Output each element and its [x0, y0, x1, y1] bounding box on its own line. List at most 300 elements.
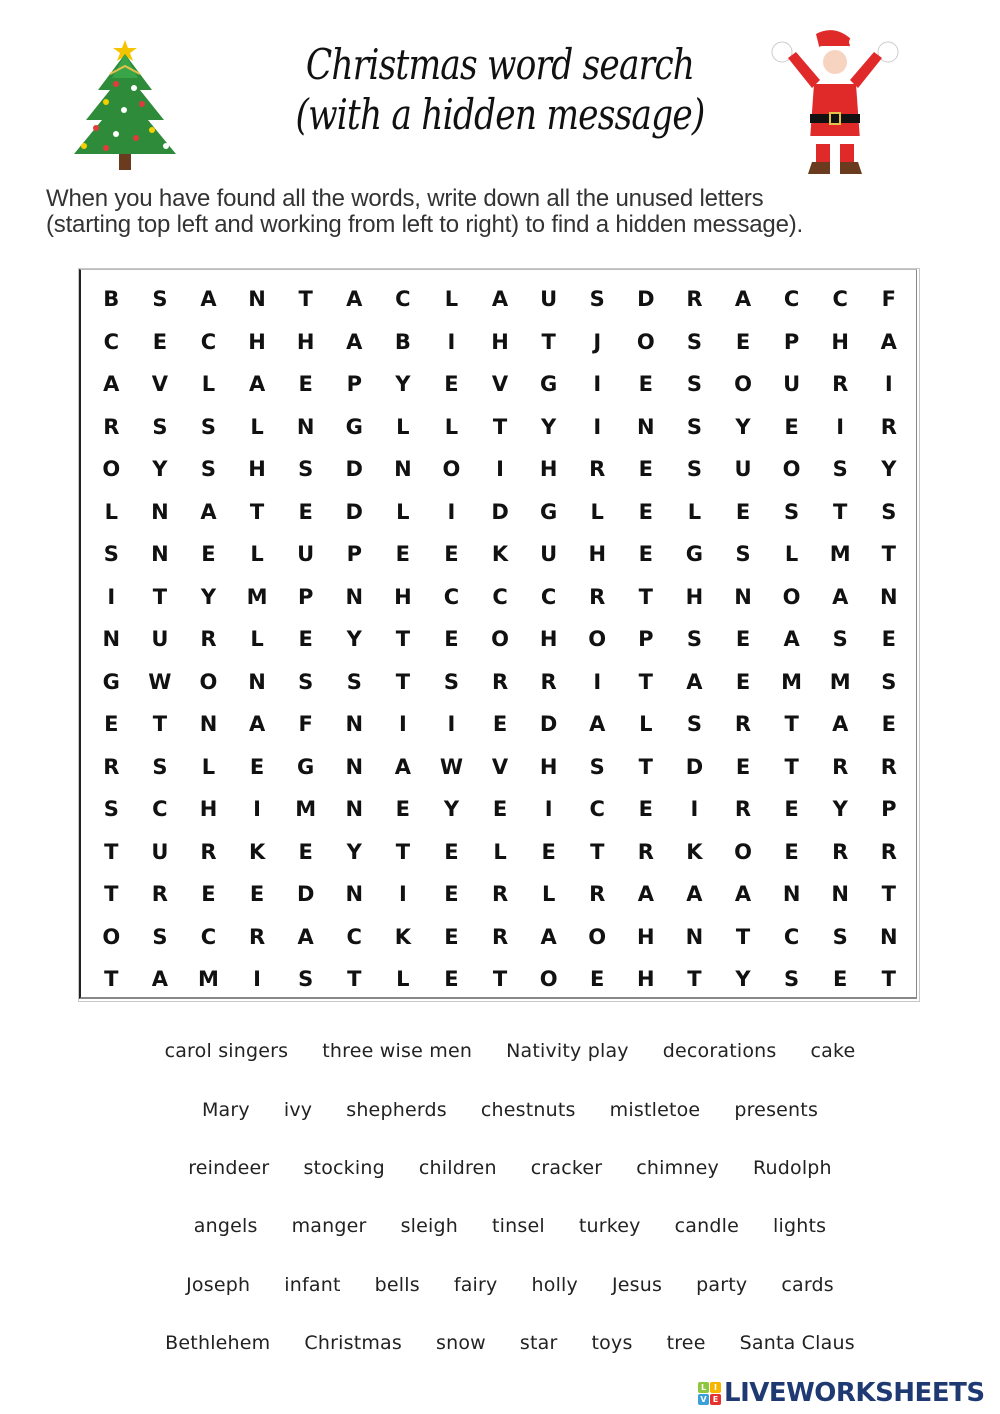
grid-cell[interactable]: C	[783, 924, 800, 949]
grid-cell[interactable]: I	[447, 329, 456, 354]
grid-cell[interactable]: A	[346, 329, 363, 354]
grid-cell[interactable]: I	[398, 882, 407, 907]
grid-cell[interactable]: S	[589, 287, 605, 312]
grid-cell[interactable]: I	[690, 797, 699, 822]
grid-cell[interactable]: E	[881, 627, 896, 652]
grid-cell[interactable]: E	[298, 627, 313, 652]
grid-cell[interactable]: R	[491, 924, 509, 949]
grid-cell[interactable]: S	[103, 542, 119, 567]
grid-cell[interactable]: T	[881, 967, 896, 992]
grid-cell[interactable]: E	[638, 499, 653, 524]
grid-cell[interactable]: T	[492, 967, 508, 992]
grid-cell[interactable]: Y	[443, 797, 460, 822]
grid-cell[interactable]: N	[685, 924, 704, 949]
grid-cell[interactable]: E	[395, 797, 411, 822]
grid-cell[interactable]: T	[298, 287, 313, 312]
grid-cell[interactable]: G	[297, 754, 315, 779]
grid-cell[interactable]: A	[394, 754, 411, 779]
grid-cell[interactable]: E	[201, 882, 216, 907]
grid-cell[interactable]: H	[539, 457, 558, 482]
grid-cell[interactable]: M	[829, 669, 851, 694]
grid-cell[interactable]: B	[394, 329, 411, 354]
grid-cell[interactable]: O	[636, 329, 655, 354]
grid-cell[interactable]: T	[492, 414, 508, 439]
grid-cell[interactable]: A	[540, 924, 557, 949]
grid-cell[interactable]: R	[491, 882, 509, 907]
word-item: Jesus	[611, 1273, 663, 1296]
grid-cell[interactable]: Y	[881, 457, 897, 482]
grid-cell[interactable]: E	[152, 329, 168, 354]
grid-cell[interactable]: J	[593, 329, 602, 354]
grid-cell[interactable]: L	[784, 542, 799, 567]
grid-cell[interactable]: S	[735, 542, 751, 567]
grid-cell[interactable]: N	[345, 754, 364, 779]
grid-cell[interactable]: S	[152, 414, 168, 439]
grid-cell[interactable]: E	[298, 499, 313, 524]
grid-cell[interactable]: H	[588, 542, 607, 567]
grid-cell[interactable]: P	[881, 797, 897, 822]
grid-cell[interactable]: I	[836, 414, 845, 439]
grid-cell[interactable]: I	[593, 372, 602, 397]
grid-cell[interactable]: H	[491, 329, 509, 354]
grid-cell[interactable]: U	[783, 372, 801, 397]
grid-cell[interactable]: E	[444, 924, 459, 949]
grid-cell[interactable]: E	[735, 499, 751, 524]
grid-cell[interactable]: E	[735, 329, 751, 354]
grid-cell[interactable]: E	[444, 372, 459, 397]
grid-cell[interactable]: O	[782, 584, 801, 609]
grid-cell[interactable]: P	[346, 542, 362, 567]
grid-cell[interactable]: D	[345, 457, 363, 482]
grid-cell[interactable]: N	[394, 457, 412, 482]
grid-cell[interactable]: U	[540, 287, 558, 312]
grid-cell[interactable]: L	[201, 372, 216, 397]
grid-cell[interactable]: R	[103, 414, 120, 439]
word-list	[130, 1022, 890, 1372]
grid-cell[interactable]: M	[829, 542, 851, 567]
grid-cell[interactable]: U	[151, 839, 169, 864]
grid-cell[interactable]: R	[200, 627, 217, 652]
grid-cell[interactable]: S	[152, 754, 168, 779]
grid-cell[interactable]: K	[686, 839, 703, 864]
liveworksheets-logo[interactable]	[698, 1378, 985, 1408]
grid-cell[interactable]: O	[539, 967, 558, 992]
grid-cell[interactable]: T	[347, 967, 362, 992]
grid-cell[interactable]: R	[540, 669, 557, 694]
grid-cell[interactable]: I	[107, 584, 116, 609]
grid-cell[interactable]: H	[539, 754, 558, 779]
grid-cell[interactable]: N	[102, 627, 121, 652]
grid-cell[interactable]: Y	[541, 414, 557, 439]
grid-cell[interactable]: S	[784, 499, 800, 524]
grid-cell[interactable]: L	[493, 839, 507, 864]
grid-cell[interactable]: S	[686, 329, 702, 354]
grid-cell[interactable]: T	[395, 669, 411, 694]
grid-cell[interactable]: N	[345, 712, 364, 737]
word-item: chimney	[636, 1156, 719, 1179]
grid-cell[interactable]: Y	[395, 372, 411, 397]
grid-cell[interactable]: C	[346, 924, 362, 949]
grid-cell[interactable]: L	[639, 712, 653, 737]
grid-cell[interactable]: R	[880, 414, 897, 439]
grid-cell[interactable]: K	[248, 839, 266, 864]
grid-cell[interactable]: T	[833, 499, 848, 524]
grid-cell[interactable]: R	[686, 287, 703, 312]
grid-cell[interactable]: E	[784, 839, 799, 864]
grid-cell[interactable]: P	[346, 372, 362, 397]
grid-cell[interactable]: E	[444, 967, 459, 992]
grid-cell[interactable]: S	[298, 967, 314, 992]
grid-cell[interactable]: H	[831, 329, 849, 354]
grid-cell[interactable]: O	[491, 627, 509, 652]
grid-cell[interactable]: S	[832, 627, 848, 652]
grid-cell[interactable]: E	[249, 882, 265, 907]
grid-cell[interactable]: T	[590, 839, 605, 864]
grid-cell[interactable]: E	[735, 669, 751, 694]
grid-cell[interactable]: E	[735, 754, 751, 779]
grid-cell[interactable]: U	[734, 457, 752, 482]
grid-cell[interactable]: E	[638, 457, 653, 482]
grid-cell[interactable]: A	[880, 329, 897, 354]
grid-cell[interactable]: S	[784, 967, 800, 992]
grid-cell[interactable]: R	[589, 457, 606, 482]
grid-cell[interactable]: C	[492, 584, 508, 609]
grid-cell[interactable]: A	[103, 372, 120, 397]
grid-cell[interactable]: C	[443, 584, 460, 609]
grid-cell[interactable]: A	[637, 882, 654, 907]
grid-cell[interactable]: M	[295, 797, 317, 822]
grid-cell[interactable]: L	[396, 499, 410, 524]
grid-cell[interactable]: T	[638, 754, 653, 779]
grid-cell[interactable]: A	[686, 669, 703, 694]
grid-cell[interactable]: N	[296, 414, 315, 439]
grid-cell[interactable]: L	[250, 627, 264, 652]
grid-cell[interactable]: T	[249, 499, 265, 524]
grid-cell[interactable]: O	[734, 839, 752, 864]
grid-cell[interactable]: P	[783, 329, 800, 354]
grid-cell[interactable]: L	[250, 414, 264, 439]
grid-cell[interactable]: A	[832, 584, 849, 609]
grid-cell[interactable]: E	[298, 372, 313, 397]
grid-cell[interactable]: L	[201, 754, 216, 779]
grid-cell[interactable]: R	[832, 372, 849, 397]
grid-cell[interactable]: S	[200, 414, 217, 439]
grid-cell[interactable]: E	[492, 797, 508, 822]
grid-cell[interactable]: D	[296, 882, 315, 907]
grid-cell[interactable]: T	[881, 542, 896, 567]
grid-cell[interactable]: C	[200, 924, 217, 949]
grid-cell[interactable]: N	[831, 882, 849, 907]
grid-cell[interactable]: N	[880, 924, 898, 949]
grid-cell[interactable]: F	[298, 712, 313, 737]
grid-cell[interactable]: S	[298, 669, 314, 694]
grid-cell[interactable]: E	[492, 712, 508, 737]
grid-cell[interactable]: T	[881, 882, 896, 907]
grid-cell[interactable]: N	[248, 287, 266, 312]
grid-cell[interactable]: E	[590, 967, 605, 992]
grid-cell[interactable]: E	[104, 712, 119, 737]
grid-cell[interactable]: I	[253, 967, 261, 992]
word-item: chestnuts	[480, 1098, 576, 1121]
grid-cell[interactable]: L	[396, 414, 410, 439]
grid-cell[interactable]: M	[198, 967, 219, 992]
grid-cell[interactable]: L	[396, 967, 410, 992]
grid-cell[interactable]: U	[297, 542, 315, 567]
grid-cell[interactable]: T	[395, 627, 411, 652]
grid-cell[interactable]: S	[298, 457, 314, 482]
grid-cell[interactable]: L	[250, 542, 264, 567]
grid-cell[interactable]: E	[444, 542, 459, 567]
grid-cell[interactable]: V	[491, 372, 509, 397]
grid-cell[interactable]: C	[832, 287, 848, 312]
grid-cell[interactable]: E	[444, 839, 459, 864]
grid-cell[interactable]: Y	[832, 797, 848, 822]
grid-cell[interactable]: L	[590, 499, 604, 524]
grid-cell[interactable]: N	[199, 712, 218, 737]
word-list-row	[130, 1197, 890, 1255]
grid-cell[interactable]: H	[248, 457, 266, 482]
grid-cell[interactable]: A	[200, 287, 217, 312]
grid-cell[interactable]: I	[593, 669, 602, 694]
grid-cell[interactable]: T	[104, 882, 119, 907]
grid-cell[interactable]: P	[297, 584, 314, 609]
grid-cell[interactable]: T	[638, 584, 653, 609]
grid-cell[interactable]: R	[491, 669, 509, 694]
grid-cell[interactable]: I	[544, 797, 553, 822]
grid-cell[interactable]: T	[104, 839, 119, 864]
grid-cell[interactable]: E	[249, 754, 265, 779]
grid-cell[interactable]: E	[638, 372, 653, 397]
word-search-grid[interactable]	[87, 278, 913, 1001]
grid-cell[interactable]: E	[541, 839, 556, 864]
grid-cell[interactable]: A	[491, 287, 509, 312]
grid-cell[interactable]: H	[394, 584, 412, 609]
grid-cell[interactable]: A	[248, 372, 266, 397]
grid-cell[interactable]: S	[832, 924, 848, 949]
grid-cell[interactable]: O	[588, 924, 607, 949]
grid-cell[interactable]: E	[444, 882, 459, 907]
grid-cell[interactable]: Y	[200, 584, 217, 609]
grid-cell[interactable]: E	[784, 797, 799, 822]
word-item: cracker	[530, 1156, 603, 1179]
grid-cell[interactable]: C	[152, 797, 168, 822]
grid-cell[interactable]: H	[199, 797, 218, 822]
grid-cell[interactable]: N	[151, 542, 169, 567]
grid-cell[interactable]: S	[152, 924, 168, 949]
grid-cell[interactable]: T	[784, 712, 799, 737]
grid-cell[interactable]: E	[201, 542, 216, 567]
grid-cell[interactable]: O	[588, 627, 607, 652]
grid-cell[interactable]: Y	[735, 967, 751, 992]
grid-cell[interactable]: A	[248, 712, 266, 737]
grid-cell[interactable]: A	[346, 287, 363, 312]
grid-cell[interactable]: W	[148, 669, 172, 694]
grid-cell[interactable]: H	[296, 329, 315, 354]
grid-cell[interactable]: I	[447, 499, 456, 524]
grid-cell[interactable]: T	[638, 669, 653, 694]
grid-cell[interactable]: S	[152, 287, 168, 312]
grid-cell[interactable]: K	[491, 542, 509, 567]
grid-cell[interactable]: N	[345, 797, 364, 822]
grid-cell[interactable]: G	[540, 499, 558, 524]
grid-cell[interactable]: C	[540, 584, 557, 609]
grid-cell[interactable]: O	[782, 457, 801, 482]
grid-cell[interactable]: P	[638, 627, 654, 652]
grid-cell[interactable]: I	[398, 712, 407, 737]
grid-cell[interactable]: A	[734, 882, 752, 907]
grid-cell[interactable]: R	[832, 754, 849, 779]
grid-cell[interactable]: W	[439, 754, 464, 779]
grid-cell[interactable]: Y	[735, 414, 751, 439]
grid-cell[interactable]: V	[491, 754, 509, 779]
grid-cell[interactable]: I	[884, 372, 893, 397]
grid-cell[interactable]: G	[685, 542, 704, 567]
grid-cell[interactable]: H	[685, 584, 704, 609]
grid-cell[interactable]: Y	[152, 457, 168, 482]
grid-cell[interactable]: N	[880, 584, 898, 609]
grid-cell[interactable]: D	[685, 754, 704, 779]
grid-cell[interactable]: T	[152, 712, 168, 737]
grid-cell[interactable]: T	[104, 967, 119, 992]
grid-cell[interactable]: U	[151, 627, 169, 652]
grid-cell[interactable]: K	[394, 924, 411, 949]
grid-cell[interactable]: I	[496, 457, 504, 482]
grid-cell[interactable]: I	[593, 414, 602, 439]
grid-cell[interactable]: D	[539, 712, 558, 737]
grid-cell[interactable]: L	[104, 499, 118, 524]
grid-cell[interactable]: E	[881, 712, 896, 737]
grid-cell[interactable]: N	[734, 584, 752, 609]
logo-text: LIVEWORKSHEETS	[724, 1378, 985, 1408]
grid-cell[interactable]: S	[346, 669, 362, 694]
grid-cell[interactable]: S	[103, 797, 119, 822]
grid-cell[interactable]: R	[880, 754, 897, 779]
grid-cell[interactable]: E	[735, 627, 751, 652]
grid-cell[interactable]: E	[395, 542, 411, 567]
grid-cell[interactable]: C	[200, 329, 217, 354]
grid-cell[interactable]: L	[541, 882, 556, 907]
grid-cell[interactable]: S	[686, 372, 702, 397]
grid-cell[interactable]: S	[686, 457, 702, 482]
grid-cell[interactable]: M	[781, 669, 803, 694]
grid-cell[interactable]: C	[589, 797, 605, 822]
word-item: tinsel	[492, 1215, 545, 1238]
grid-cell[interactable]: A	[832, 712, 849, 737]
word-item: decorations	[662, 1040, 777, 1063]
grid-cell[interactable]: L	[687, 499, 702, 524]
grid-cell[interactable]: I	[253, 797, 261, 822]
grid-cell[interactable]: L	[444, 287, 459, 312]
grid-cell[interactable]: H	[539, 627, 558, 652]
grid-cell[interactable]: N	[782, 882, 801, 907]
grid-cell[interactable]: C	[103, 329, 119, 354]
grid-cell[interactable]: H	[637, 967, 655, 992]
grid-cell[interactable]: A	[686, 882, 703, 907]
grid-cell[interactable]: A	[734, 287, 752, 312]
grid-cell[interactable]: O	[102, 924, 121, 949]
grid-cell[interactable]: T	[152, 584, 168, 609]
grid-cell[interactable]: F	[881, 287, 896, 312]
grid-cell[interactable]: A	[589, 712, 606, 737]
grid-cell[interactable]: S	[881, 499, 897, 524]
grid-cell[interactable]: S	[686, 627, 702, 652]
grid-cell[interactable]: Y	[346, 627, 362, 652]
grid-cell[interactable]: G	[540, 372, 558, 397]
grid-cell[interactable]: D	[491, 499, 509, 524]
grid-cell[interactable]: N	[637, 414, 655, 439]
grid-cell[interactable]: T	[687, 967, 702, 992]
grid-cell[interactable]: N	[151, 499, 169, 524]
grid-cell[interactable]: R	[200, 839, 217, 864]
grid-cell[interactable]: E	[833, 967, 848, 992]
grid-cell[interactable]: B	[103, 287, 120, 312]
grid-cell[interactable]: O	[734, 372, 752, 397]
grid-cell[interactable]: M	[246, 584, 268, 609]
grid-cell[interactable]: E	[784, 414, 799, 439]
grid-cell[interactable]: T	[395, 839, 411, 864]
grid-cell[interactable]: E	[638, 542, 653, 567]
grid-cell[interactable]: O	[442, 457, 461, 482]
grid-cell[interactable]: S	[832, 457, 848, 482]
grid-cell[interactable]: N	[345, 882, 364, 907]
grid-cell[interactable]: A	[200, 499, 217, 524]
grid-cell[interactable]: U	[540, 542, 558, 567]
grid-cell[interactable]: N	[248, 669, 266, 694]
grid-cell[interactable]: A	[297, 924, 314, 949]
grid-cell[interactable]: V	[151, 372, 169, 397]
grid-cell[interactable]: R	[734, 797, 752, 822]
grid-cell[interactable]: I	[447, 712, 456, 737]
grid-cell[interactable]: R	[103, 754, 120, 779]
grid-cell[interactable]: S	[881, 669, 897, 694]
grid-cell[interactable]: R	[248, 924, 266, 949]
grid-cell[interactable]: Y	[346, 839, 362, 864]
grid-cell[interactable]: T	[735, 924, 751, 949]
grid-cell[interactable]: R	[589, 882, 606, 907]
grid-cell[interactable]: O	[102, 457, 121, 482]
grid-cell[interactable]: S	[686, 414, 702, 439]
grid-cell[interactable]: D	[345, 499, 363, 524]
grid-cell[interactable]: R	[734, 712, 752, 737]
grid-cell[interactable]: S	[200, 457, 217, 482]
grid-cell[interactable]: G	[102, 669, 120, 694]
grid-cell[interactable]: C	[395, 287, 411, 312]
grid-cell[interactable]: S	[443, 669, 460, 694]
grid-cell[interactable]: R	[589, 584, 606, 609]
grid-cell[interactable]: L	[444, 414, 459, 439]
grid-cell[interactable]: E	[298, 839, 313, 864]
grid-cell[interactable]: E	[444, 627, 459, 652]
grid-cell[interactable]: R	[880, 839, 897, 864]
grid-cell[interactable]: A	[783, 627, 800, 652]
grid-cell[interactable]: S	[589, 754, 605, 779]
grid-cell[interactable]: O	[199, 669, 218, 694]
grid-cell[interactable]: R	[637, 839, 654, 864]
grid-cell[interactable]: E	[638, 797, 653, 822]
grid-cell[interactable]: R	[151, 882, 168, 907]
grid-cell[interactable]: T	[541, 329, 556, 354]
grid-cell[interactable]: T	[784, 754, 799, 779]
grid-cell[interactable]: D	[637, 287, 655, 312]
grid-cell[interactable]: R	[832, 839, 849, 864]
grid-cell[interactable]: C	[783, 287, 800, 312]
grid-cell[interactable]: G	[345, 414, 363, 439]
grid-cell[interactable]: A	[151, 967, 169, 992]
grid-cell[interactable]: H	[637, 924, 655, 949]
grid-cell[interactable]: S	[686, 712, 702, 737]
grid-cell[interactable]: N	[345, 584, 364, 609]
grid-cell[interactable]: H	[248, 329, 266, 354]
